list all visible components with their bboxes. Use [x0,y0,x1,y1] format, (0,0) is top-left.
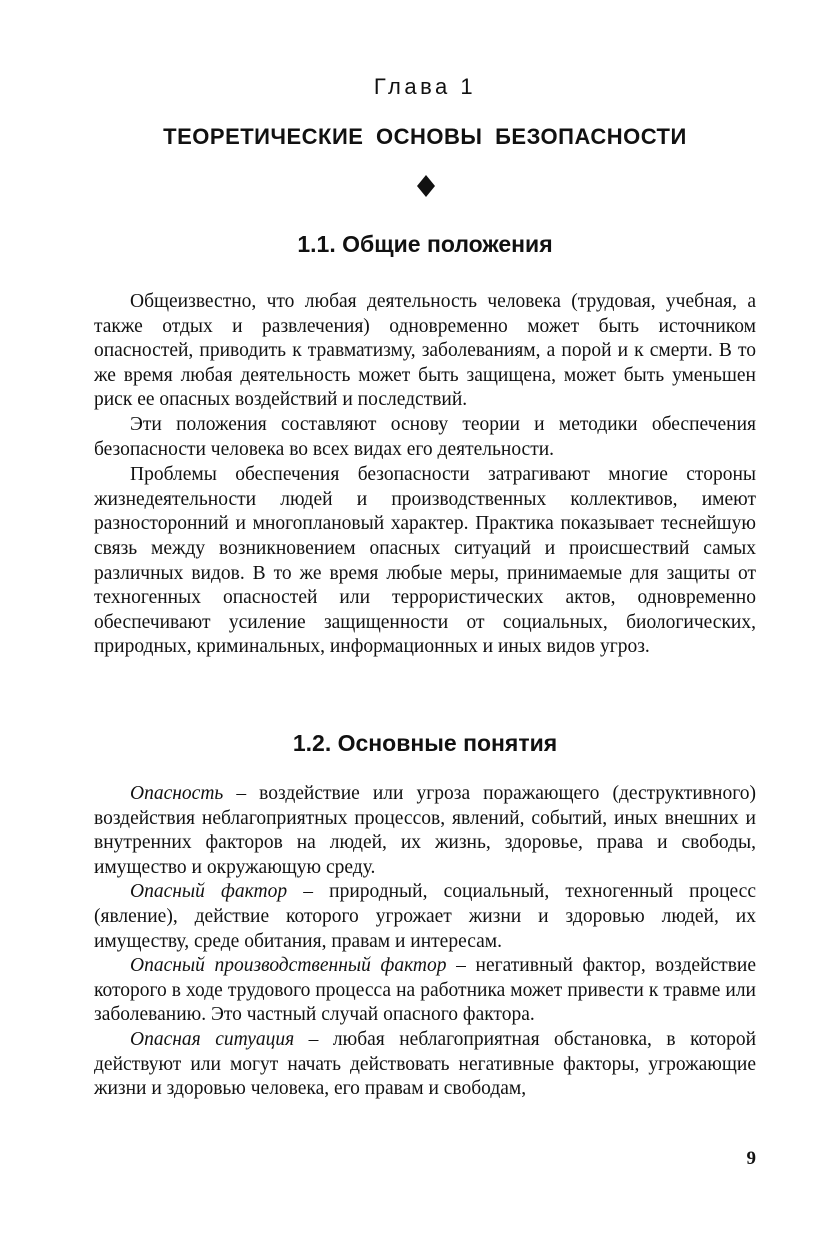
page-number: 9 [746,1148,756,1169]
book-page [94,0,756,1252]
definition-text: – любая неблагоприятная обстановка, в которой действуют или могут начать действовать негативные факторы, угрожающие жизни и здоровью человека, его правам и свободам, [94,1028,756,1100]
paragraph: Общеизвестно, что любая деятельность человека (трудовая, учебная, а также отдых и развлечения) одновременно может быть источником опасностей, приводить к травматизму, заболеваниям, а порой и к смерти. В то же время любая деятельность может быть защищена, может быть уменьшен риск ее опасных воздействий и последствий. [94,291,756,411]
definition-paragraph [94,880,756,954]
section-general-provisions-body [94,290,756,660]
chapter-title: ТЕОРЕТИЧЕСКИЕ ОСНОВЫ БЕЗОПАСНОСТИ [163,124,687,149]
definition-paragraph [94,1028,756,1102]
paragraph: Проблемы обеспечения безопасности затрагивают многие стороны жизнедеятельности людей и производственных коллективов, имеют разносторонний и многоплановый характер. Практика показывает теснейшую связь между возникновением опасных ситуаций и происшествий самых различных видов. В то же время любые меры, принимаемые для защиты от техногенных опасностей или террористических актов, одновременно обеспечивают усиление защищенности от социальных, биологических, природных, криминальных, информационных и иных видов угроз. [94,464,756,658]
definition-text: – негативный фактор, воздействие которого в ходе трудового процесса на работника может привести к травме или заболеванию. Это частный случай опасного фактора. [94,955,756,1026]
section-title-general-provisions: 1.1. Общие положения [297,231,553,257]
definition-term: Опасность [130,783,224,804]
definition-paragraph [94,954,756,1028]
definition-text: – воздействие или угроза поражающего (деструктивного) воздействия неблагоприятных процессов, явлений, событий, иных внешних и внутренних факторов на людей, их жизнь, здоровье, права и свободы, имущество и окружающую среду. [94,783,756,878]
paragraph: Эти положения составляют основу теории и методики обеспечения безопасности человека во всех видах его деятельности. [94,413,756,460]
chapter-label: Глава 1 [373,74,477,99]
definition-text: – природный, социальный, техногенный процесс (явление), действие которого угрожает жизни и здоровью людей, их имуществу, среде обитания, правам и интересам. [94,881,756,952]
definition-paragraph [94,782,756,880]
definition-term: Опасный производственный фактор [130,955,447,977]
section-title-basic-concepts: 1.2. Основные понятия [292,730,558,756]
section-basic-concepts-body [94,782,756,1102]
definition-term: Опасный фактор [130,881,288,903]
definition-term: Опасная ситуация [130,1028,295,1050]
diamond-icon [417,175,435,197]
